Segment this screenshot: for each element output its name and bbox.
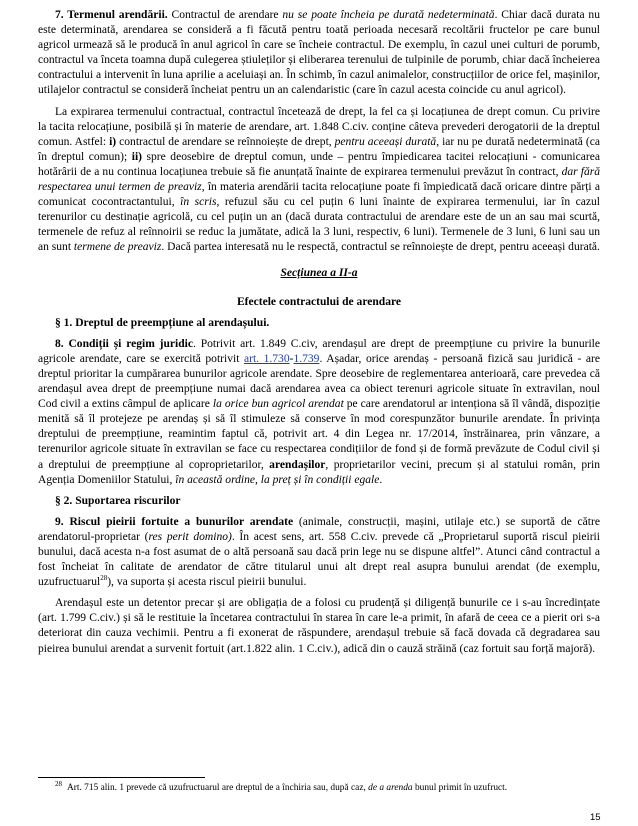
paragraph-arendasul-detentor: Arendașul este un detentor precar și are obligația de a folosi cu prudență și diligență bunurile ce i s-au încredințate (art. 1.799 C.civ.) și să le restituie la încetarea contractului în starea în care le-a primit, în afară de ceea ce a pierit ori s-a deteriorat din cauza vechimii. Pentru a fi exonerat de răspundere, arendașul trebuie să facă dovada că degradarea sau pieirea bunului arendat a survenit fortuit (art.1.822 alin. 1 C.civ.), adică din o cauză străină (caz fortuit sau forță majoră). (38, 597, 600, 655)
paragraph-conditii-regim-juridic: 8. Condiții și regim juridic. Potrivit art. 1.849 C.civ, arendașul are drept de preempțiune cu privire la bunurile agricole arendate, care se exercită potrivit art. 1.730-1.739. Așadar, orice arendaș - persoană fizică sau juridică - are dreptul prioritar la cumpărarea bunurilor agricole arendate. Spre deosebire de reglementarea anterioară, care prevedea că arendașul avea drept de preempțiune numai dacă arendarea avea ca obiect terenuri agricole situate în extravilan, noul Cod civil a extins câmpul de aplicare la orice bun agricol arendat pe care arendatorul ar intenționa să îl vândă, dispoziție menită să îl protejeze pe arendaș și să îl stimuleze să conserve în mod corespunzător bunurile arendate. În privința dreptului de preempțiune, reamintim faptul că, potrivit art. 4 din Legea nr. 17/2014, înstrăinarea, prin vânzare, a terenurilor agricole situate în extravilan se face cu respectarea condițiilor de fond și de formă prevăzute de Codul civil și a dreptului de preempțiune al coproprietarilor, arendașilor, proprietarilor vecini, precum și al statului român, prin Agenția Domeniilor Statului, în această ordine, la preț și în condiții egale. (38, 337, 601, 486)
section-title: Secțiunea a II-a (280, 266, 358, 279)
paragraph-lead: 9. Riscul pieirii fortuite a bunurilor arendate (55, 515, 294, 528)
subsection-heading-preemptiune: § 1. Dreptul de preempțiune al arendașului. (55, 316, 270, 329)
footnote-number: 28 (55, 779, 62, 788)
footnote-divider (38, 777, 205, 778)
section-subtitle: Efectele contractului de arendare (236, 295, 402, 308)
link-art-1730[interactable]: art. 1.730 (243, 352, 290, 365)
paragraph-lead: 8. Condiții și regim juridic (55, 337, 193, 350)
footnote-reference[interactable]: 28 (100, 574, 108, 583)
subsection-heading-riscuri: § 2. Suportarea riscurilor (55, 494, 181, 507)
paragraph-termenul-arendarii: 7. Termenul arendării. Contractul de arendare nu se poate încheia pe durată nedeterminată. Chiar dacă durata nu este determinată, arendarea se consideră a fi făcută pentru toată perioada necesară recoltării fructelor pe care bunul agricol urmează să le producă în anul agricol în care se încheie contractul. De exemplu, în cazul unei culturi de porumb, contractul va înceta toamna după culegerea știuleților și eliberarea terenului de tulpinile de porumb, chiar dacă încheierea contractului a intervenit în luna aprilie a aceluiași an. În schimb, în cazul animalelor, construcțiilor de orice fel, mașinilor, utilajelor contractul se consideră încheiat pentru un an calendaristic (care în cazul acesta coincide cu anul agricol). (38, 9, 600, 97)
footnote: $^{28}$ Art. 715 alin. 1 prevede că uzufructuarul are dreptul de a închiria sau, după caz, de a arenda bunul primit în uzufruct. (55, 779, 508, 793)
paragraph-riscul-pieirii: 9. Riscul pieirii fortuite a bunurilor arendate (animale, construcții, mașini, utilaje etc.) se suportă de către arendatorul-proprietar (res perit domino). În acest sens, art. 558 C.civ. prevede că „Proprietarul suportă riscul pieirii bunului, dacă acesta n-a fost asumat de o altă persoană sau dacă prin lege nu se dispune altfel”. Atunci când contractul a fost încheiat în calitate de arendator de către titularul unui alt drept real asupra bunului arendat (de exemplu, uzufructuarul$^{28}$), va suporta și acesta riscul pieirii bunului. (38, 515, 600, 589)
page-number: 15 (590, 812, 601, 823)
paragraph-lead: 7. Termenul arendării. (55, 9, 168, 21)
main-text (38, 8, 600, 657)
link-art-1739[interactable]: 1.739 (293, 352, 320, 365)
paragraph-tacita-relocatiune: La expirarea termenului contractual, contractul încetează de drept, la fel ca și locațiunea de drept comun. Cu privire la tacita relocațiune, posibilă și în materie de arendare, art. 1.848 C.civ. conține câteva prevederi derogatorii de la dreptul comun. Astfel: i) contractul de arendare se reînnoiește de drept, pentru aceeași durată, iar nu pe durată nedeterminată (ca în dreptul comun); ii) spre deosebire de dreptul comun, unde – pentru împiedicarea tacitei relocațiuni - comunicarea hotărârii de a nu continua locațiunea trebuie să fie anunțată înainte de expirarea termenului prevăzut în contract, dar fără respectarea unui termen de preaviz, în materia arendării tacita relocațiune poate fi împiedicată dacă oricare dintre părți a comunicat cocontractantului, în scris, refuzul său cu cel puțin 6 luni înainte de expirarea termenului, iar în cazul terenurilor cu destinație agricolă, cu cel puțin un an (dacă durata contractului de arendare este de un an sau mai scurtă, termenele de refuz al reînnoirii se reduc la jumătate, adică la 3 luni, respectiv, 6 luni). Termenele de 3 luni, 6 luni sau un an sunt termene de preaviz. Dacă partea interesată nu le respectă, contractul se reînnoiește de drept, pentru aceeași durată. (38, 105, 600, 254)
